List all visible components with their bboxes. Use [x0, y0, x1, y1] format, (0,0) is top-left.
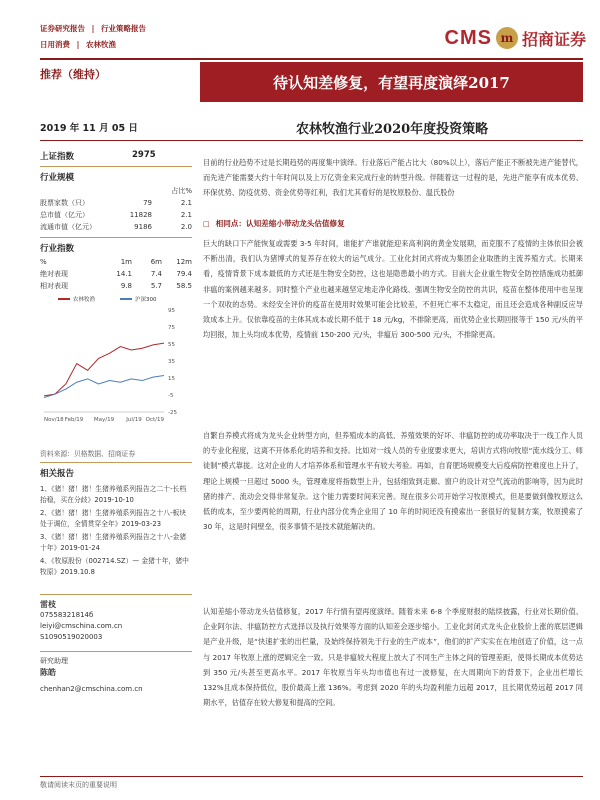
analyst-cert: S1090519020003 — [40, 633, 103, 641]
sidebar — [40, 150, 192, 695]
scale-title: 行业规模 — [40, 173, 75, 183]
index-perf-value: 79.4 — [176, 270, 192, 278]
footer-note: 敬请阅读末页的重要说明 — [40, 781, 117, 789]
index-perf-label: 绝对表现 — [40, 270, 68, 278]
y-tick-label: 95 — [168, 308, 175, 314]
report-category: 行业策略报告 — [101, 24, 146, 33]
header-rule — [40, 58, 583, 60]
index-perf-value: 7.4 — [150, 270, 162, 278]
logo-badge-icon: m — [496, 27, 518, 49]
legend-swatch — [58, 298, 70, 300]
paragraph-1: 巨大的缺口下产能恢复或需要 3-5 年时间，谁能扩产谁就能迎来高利润的黄金发展期，而克服不了疫情的主体依旧会被不断出清，我们认为猪博式的复养存在较大的运气成分。工业化封闭式将成为集团企业取胜的主流养殖方式。长期来看，疫情背景下成本最低的方式还是生物安全防控，这也是隐患最小的方式。目前大企业重生物安全防控措施成功抵御非瘟的案例越来越多。同时整个产业也越来越坚定地走净化路线、强调生物安全防控的共识，疫苗在整体使用中也呈现一个双收的态势。未经安全评价的疫苗在使用时效果可能会比较差，不但死亡率不太稳定，而且还会造成各种副反应导致成本上升。仅依靠疫苗的主体其成本或长期不低于 18 元/kg，不排除更高，而优势企业长期回报等于 150 元/头的平均回报，加上头均成本优势，疫情前 150-200 元/头，非瘟后 300-500 元/头，不排除更高。 — [203, 239, 583, 340]
y-tick-label: 15 — [168, 376, 175, 382]
report-type: 证券研究报告 — [40, 24, 85, 33]
x-tick-label: Oct/19 — [145, 417, 164, 423]
divider — [40, 166, 192, 167]
intro-paragraph: 目前的行业趋势不过是长期趋势的再度集中演绎。行业落后产能占比大（80%以上），落后产能正不断被先进产能替代，而先进产能需要大约十年时间以及上万亿资金来完成行业的转型升级。伴随着这一过程的是，先进产能享有成本优势、环保优势、防疫优势、资金优势等红利，我们尤其看好的是牧原股份、温氏股份 — [203, 158, 583, 198]
paragraph-3: 认知差缩小带动龙头估值修复，2017 年行情有望再度演绎。随着未来 6-8 个季度财报的陆续披露，行业对长期价值、企业阿尔法、非瘟防控方式选择以及执行效果等方面的认知差会逐步缩小。工业化封闭式龙头企业股价上涨的底层逻辑是产业升级，是“快速扩张的出栏量，及始终保持领先于行业的生产成本”，他们的扩产实实在在地创造了价值，这一点与 2017 年牧原上涨的逻辑完全一致。只是非瘟较大程度上放大了不同生产主体之间的管理差距，使得长期成本优势达到 350 元/头甚至更高水平。2017 年牧原当年头均市值也有过一波修复，在大周期向下的背景下，企业出栏增长 132%且成本保持低位，股价最高上涨 136%。考虑到 2020 年的头均盈利能力远超 2017，且长期优势远超 2017 同期水平，估值存在较大修复和提高的空间。 — [203, 607, 583, 708]
y-tick-label: 75 — [168, 325, 175, 331]
footer-rule — [40, 776, 583, 777]
paragraph-2: 自繁自养模式将成为龙头企业转型方向，但养殖成本的高低、养殖效果的好坏、非瘟防控的成功率取决于一线工作人员的专业化程度，这离不开体系化的培养和支持。比如对一线人员的专业度要求更大，培训方式将向牧原“流水线分工、师徒制”模式靠拢。这对企业的人才培养体系和管理水平有较大考验。再如，自育肥场规模变大后疫病防控难度也上升了，理论上规模一旦超过 5000 头，管理难度将指数型上升，包括细致到走廊、窗户的设计对空气流动的影响等，因为此时猪的排产、流动会交得非常复杂。这个能力需要时间来完善。现在很多公司开始学习牧原模式，但是要做到像牧原这么低的成本，至少要两轮的周期，行业内部分优秀企业用了 10 年的时间还没有摸索出一套很好的复制方案，牧原摸索了 30 年，这是时间壁垒，很多事情不是技术就能解决的。 — [203, 431, 583, 532]
analyst-name: 雷枝 — [40, 600, 56, 609]
index-perf-row — [40, 268, 192, 280]
index-perf-label: 相对表现 — [40, 282, 68, 290]
scale-row-value: 79 — [143, 199, 152, 207]
cms-logo — [445, 24, 586, 52]
y-tick-label: 55 — [168, 342, 175, 348]
index-col: 12m — [176, 258, 192, 266]
related-report-item[interactable]: 4、《牧原股份（002714.SZ）— 金猪十年，猪中牧原》2019.10.8 — [40, 557, 189, 576]
analyst-phone: 07558321814б — [40, 611, 94, 619]
x-tick-label: Feb/19 — [64, 417, 84, 423]
logo-cn-text: 招商证券 — [521, 29, 586, 49]
sector-line: 日用消费 | 农林牧渔 — [40, 40, 116, 49]
scale-row-label: 股票家数（只） — [40, 199, 89, 207]
y-tick-label: 35 — [168, 359, 175, 365]
x-tick-label: Jul/19 — [126, 417, 142, 423]
subsector: 农林牧渔 — [86, 40, 116, 49]
index-perf-value: 14.1 — [116, 270, 132, 278]
related-report-item[interactable]: 1、《猪！猪！猪！生猪养殖系列报告之二十-长档抬稳，买在分歧》2019-10-10 — [40, 485, 187, 504]
sector: 日用消费 — [40, 40, 70, 49]
logo-cms-text: CMS — [444, 26, 492, 49]
report-title: 待认知差修复，有望再度演绎2017 — [273, 73, 510, 92]
rating: 推荐（维持） — [40, 68, 106, 81]
report-date: 2019 年 11 月 05 日 — [40, 123, 138, 134]
divider — [40, 651, 192, 652]
related-report-item[interactable]: 3、《猪！猪！猪！生猪养殖系列报告之十八-金猪十年》2019-01-24 — [40, 533, 187, 552]
index-perf-value: 9.8 — [120, 282, 132, 290]
scale-row-label: 总市值（亿元） — [40, 211, 89, 219]
index-perf-row — [40, 280, 192, 292]
x-tick-label: Nov/18 — [44, 417, 64, 423]
index-col: % — [40, 258, 47, 266]
legend-label: 沪深300 — [135, 297, 157, 303]
divider — [40, 237, 192, 238]
heading-text: 相同点：认知差缩小带动龙头估值修复 — [215, 219, 345, 228]
scale-row-pct: 2.1 — [180, 211, 192, 219]
assistant-name: 陈皓 — [40, 668, 56, 677]
index-col: 1m — [120, 258, 132, 266]
bullet-icon: □ — [203, 219, 210, 228]
y-tick-label: -5 — [168, 393, 174, 399]
divider — [40, 462, 192, 463]
divider — [40, 594, 192, 595]
assistant-label: 研究助理 — [40, 657, 68, 665]
scale-row-label: 流通市值（亿元） — [40, 223, 96, 231]
index-perf-header — [40, 256, 192, 268]
chart-source: 资料来源：贝格数据、招商证券 — [40, 450, 136, 458]
scale-row-pct: 2.0 — [180, 223, 192, 231]
assistant-email[interactable]: chenhan2@cmschina.com.cn — [40, 685, 143, 693]
series-line — [44, 343, 164, 396]
index-row — [40, 150, 192, 162]
related-report-item[interactable]: 2、《猪！猪！猪！生猪养殖系列报告之十八-板块处于调位，全情贯穿全年》2019-03-23 — [40, 509, 187, 528]
analyst-email[interactable]: leiyi@cmschina.com.cn — [40, 622, 123, 630]
index-label: 上证指数 — [40, 152, 75, 162]
scale-col-label: 占比% — [171, 187, 192, 195]
scale-header — [40, 185, 192, 197]
legend-swatch — [120, 298, 132, 300]
index-perf-title: 行业指数 — [40, 244, 75, 254]
title-banner — [200, 62, 583, 102]
subtitle-rule — [40, 140, 583, 141]
series-line — [44, 375, 164, 397]
index-perf-value: 58.5 — [176, 282, 192, 290]
y-tick-label: -25 — [168, 410, 177, 416]
index-value: 2975 — [132, 150, 156, 160]
index-col: 6m — [150, 258, 162, 266]
report-type-line: 证券研究报告 | 行业策略报告 — [40, 24, 146, 33]
scale-row — [40, 197, 192, 209]
report-subtitle: 农林牧渔行业2020年度投资策略 — [296, 122, 489, 137]
scale-row-pct: 2.1 — [180, 199, 192, 207]
scale-row — [40, 209, 192, 221]
scale-row-value: 9186 — [134, 223, 152, 231]
performance-chart — [40, 292, 192, 442]
x-tick-label: May/19 — [93, 417, 115, 423]
scale-row — [40, 221, 192, 233]
section-heading — [203, 218, 583, 229]
index-perf-value: 5.7 — [150, 282, 162, 290]
legend-label: 农林牧渔 — [73, 297, 96, 303]
related-title: 相关报告 — [40, 469, 75, 479]
scale-row-value: 11828 — [129, 211, 152, 219]
